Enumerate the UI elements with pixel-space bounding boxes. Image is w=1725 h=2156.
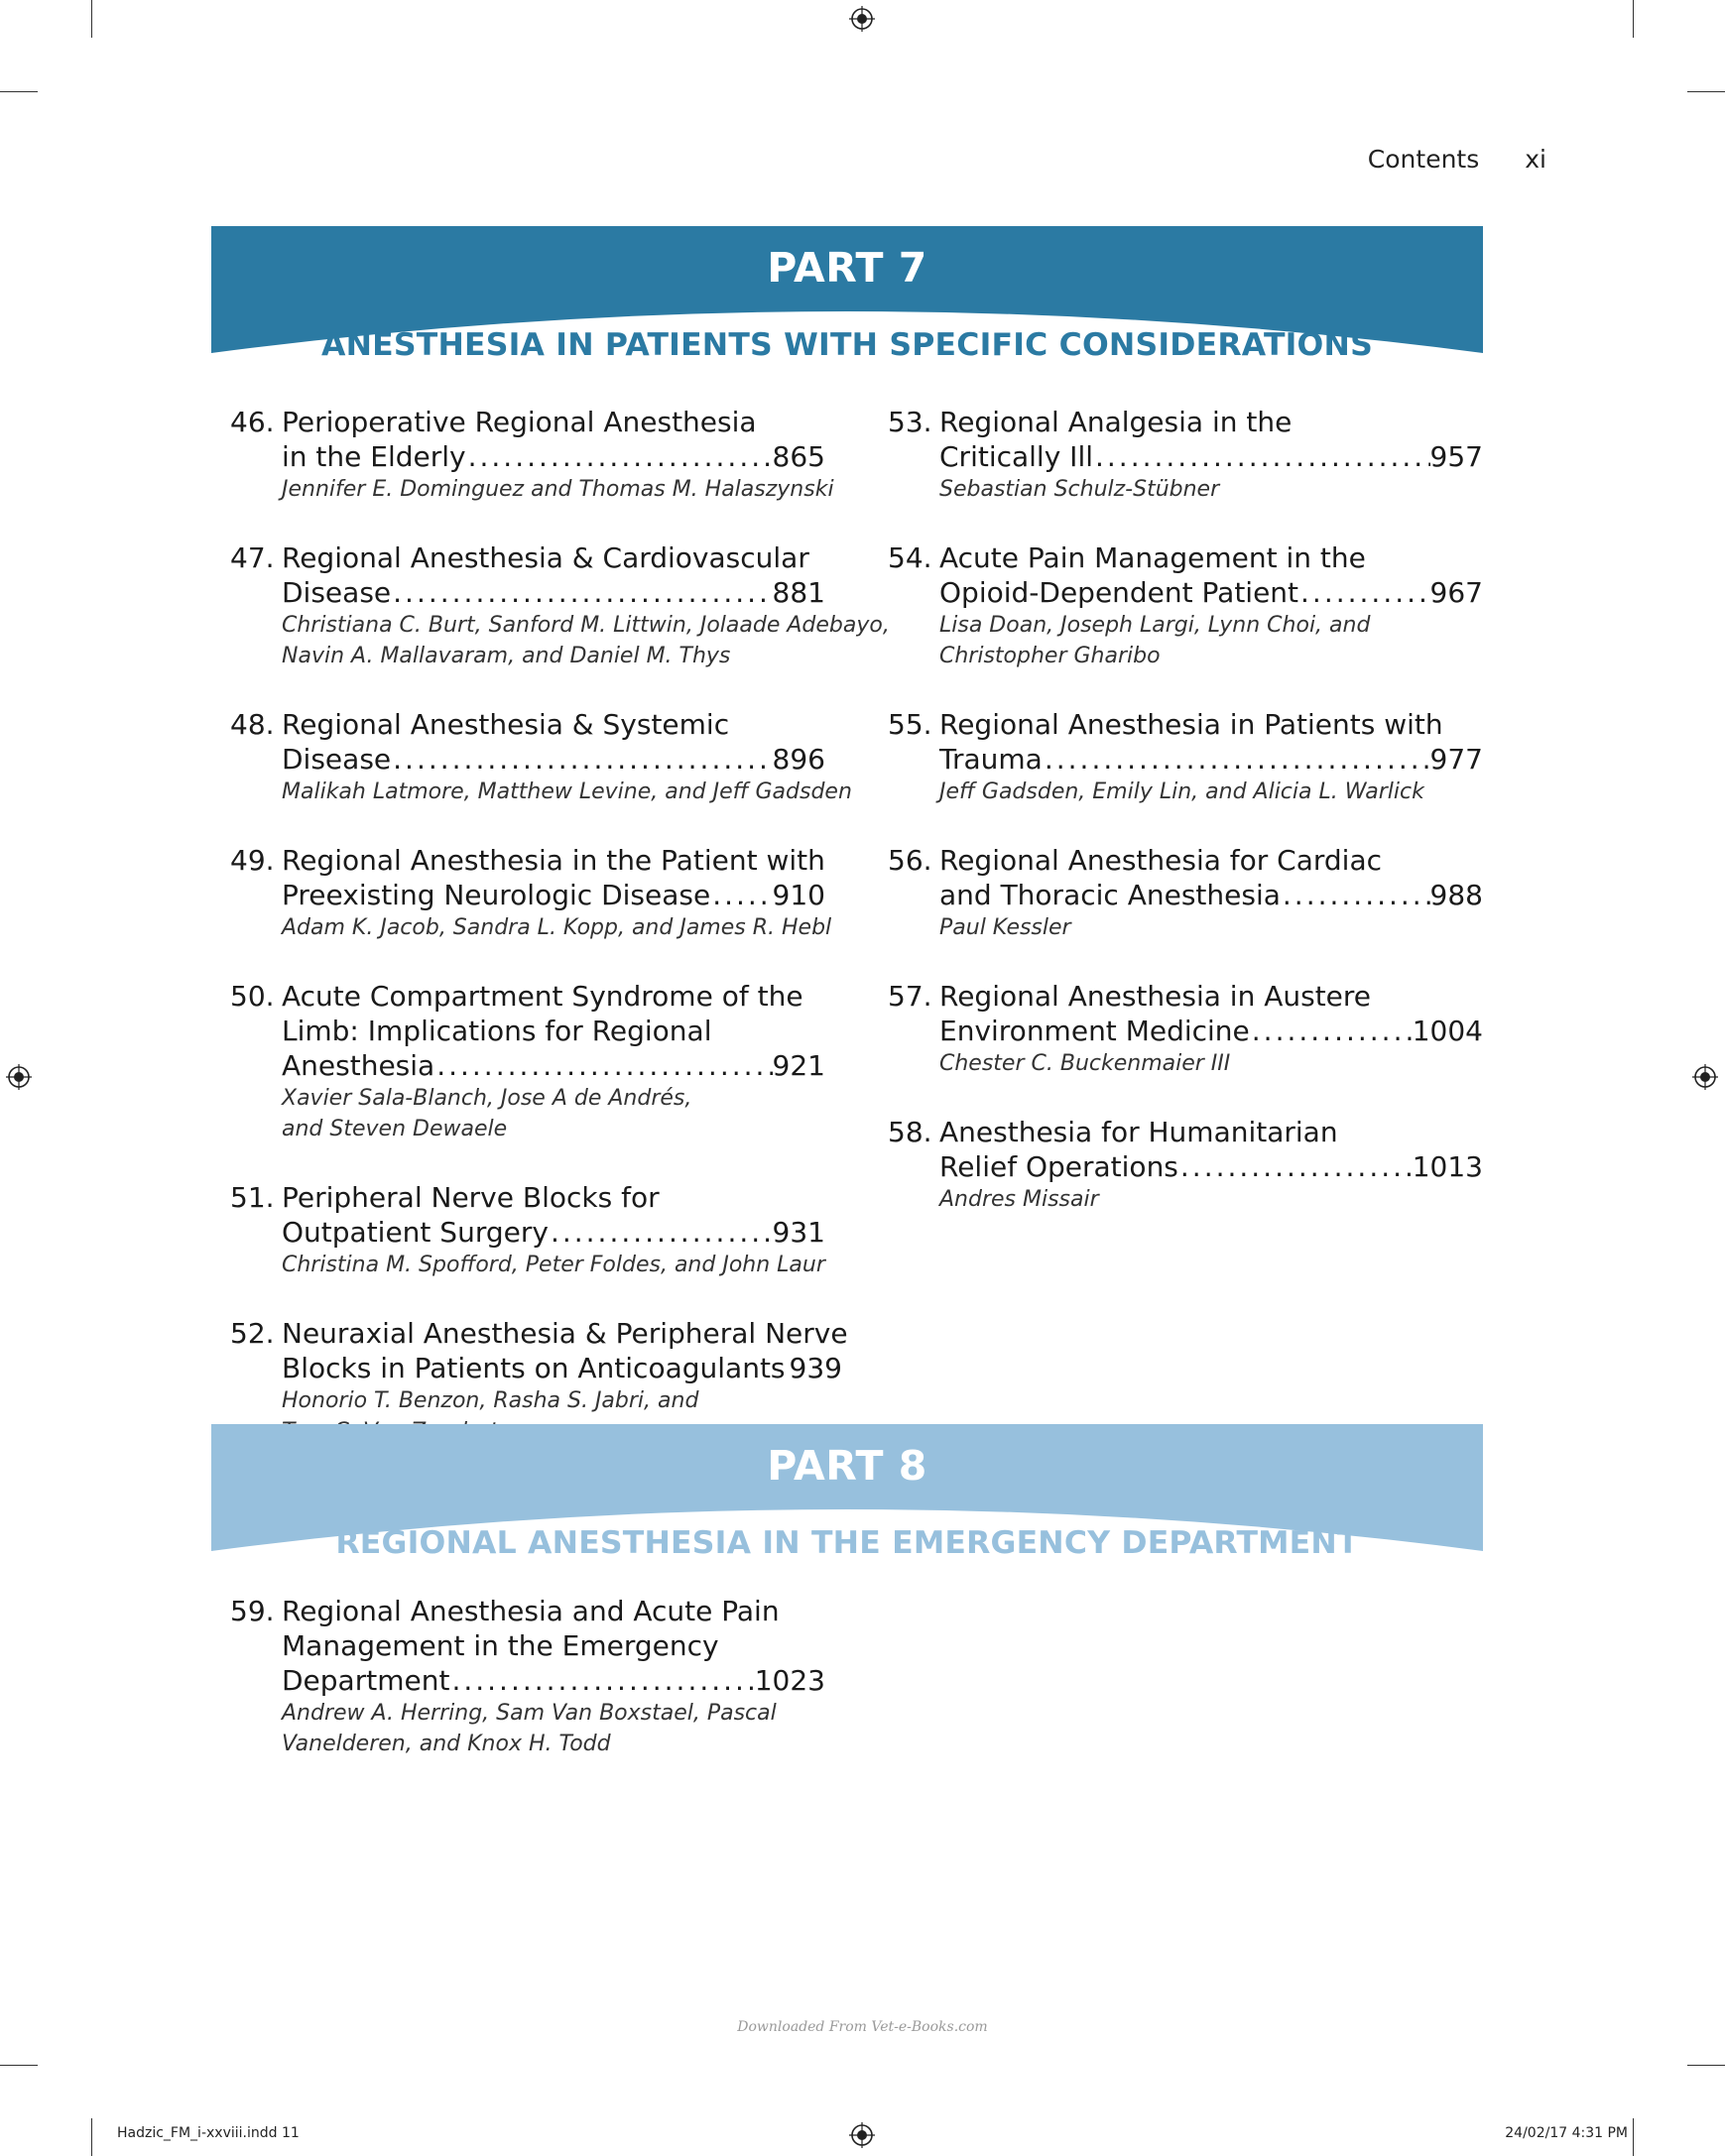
chapter-title-line: Preexisting Neurologic Disease: [282, 879, 711, 911]
page-number: 931: [772, 1216, 825, 1249]
chapter-authors: Sebastian Schulz-Stübner: [939, 477, 1220, 502]
chapter-title-line: Regional Anesthesia & Cardiovascular: [282, 541, 809, 574]
chapter-authors: Chester C. Buckenmaier III: [939, 1051, 1231, 1076]
chapter-title-line: Regional Analgesia in the: [939, 406, 1293, 438]
toc-entry[interactable]: [230, 979, 825, 1144]
chapter-title-line: Perioperative Regional Anesthesia: [282, 406, 757, 438]
chapter-number: 46.: [230, 406, 275, 438]
part-subtitle: ANESTHESIA IN PATIENTS WITH SPECIFIC CONSIDERATIONS: [321, 327, 1373, 363]
page-number: 865: [772, 440, 825, 473]
dot-leader: [434, 1048, 772, 1083]
crop-mark: [91, 0, 92, 38]
chapter-title-line: Regional Anesthesia in Patients with: [939, 708, 1443, 741]
entry-body: [939, 540, 1483, 671]
toc-entry[interactable]: [230, 405, 834, 505]
chapter-number: 55.: [888, 708, 932, 741]
chapter-authors: Jennifer E. Dominguez and Thomas M. Halaszynski: [282, 477, 834, 502]
chapter-title-line: Neuraxial Anesthesia & Peripheral Nerve: [282, 1317, 848, 1350]
chapter-authors: Navin A. Mallavaram, and Daniel M. Thys: [282, 644, 731, 668]
dot-leader: [1043, 742, 1430, 777]
date-slug: 24/02/17 4:31 PM: [1505, 2125, 1628, 2141]
toc-column-part8: [230, 1594, 825, 1795]
chapter-title-last-line: [282, 1048, 825, 1083]
chapter-title-line: Management in the Emergency: [282, 1629, 719, 1662]
chapter-title-last-line: [939, 439, 1483, 474]
chapter-authors: Andres Missair: [939, 1187, 1099, 1212]
chapter-title-line: and Thoracic Anesthesia: [939, 879, 1281, 911]
chapter-title-line: Acute Compartment Syndrome of the: [282, 980, 803, 1013]
dot-leader: [466, 439, 773, 474]
chapter-title-line: Anesthesia: [282, 1049, 435, 1082]
entry-body: [939, 1115, 1483, 1215]
registration-mark-icon: [1692, 1064, 1718, 1090]
chapter-title-last-line: [282, 439, 825, 474]
chapter-authors: Christina M. Spofford, Peter Foldes, and John Laur: [282, 1253, 825, 1277]
chapter-title-line: Peripheral Nerve Blocks for: [282, 1181, 660, 1214]
crop-mark: [91, 2118, 92, 2156]
chapter-title-last-line: [939, 1149, 1483, 1184]
chapter-title-line: Regional Anesthesia in Austere: [939, 980, 1372, 1013]
chapter-number: 53.: [888, 406, 932, 438]
toc-entry[interactable]: [888, 979, 1483, 1079]
crop-mark: [0, 91, 38, 92]
chapter-title-last-line: [282, 1215, 825, 1250]
page-numeral: xi: [1525, 145, 1546, 174]
part-label: PART 8: [767, 1442, 927, 1490]
chapter-number: 50.: [230, 980, 275, 1013]
chapter-title-line: Trauma: [939, 743, 1043, 776]
chapter-number: 48.: [230, 708, 275, 741]
chapter-title-line: Outpatient Surgery: [282, 1216, 549, 1249]
page-number: 1023: [754, 1664, 825, 1697]
chapter-authors: Adam K. Jacob, Sandra L. Kopp, and James R. Hebl: [282, 915, 832, 940]
chapter-title-line: Opioid-Dependent Patient: [939, 576, 1299, 609]
chapter-authors: Jeff Gadsden, Emily Lin, and Alicia L. Warlick: [939, 779, 1424, 804]
toc-entry[interactable]: [230, 707, 852, 807]
chapter-title-line: Anesthesia for Humanitarian: [939, 1116, 1338, 1148]
header-section: Contents: [1367, 145, 1480, 174]
toc-entry[interactable]: [888, 540, 1483, 671]
chapter-authors: Andrew A. Herring, Sam Van Boxstael, Pascal: [282, 1701, 777, 1726]
chapter-title-last-line: [282, 878, 825, 912]
toc-entry[interactable]: [888, 707, 1483, 807]
dot-leader: [710, 878, 772, 912]
entry-body: [939, 843, 1483, 943]
page-number: 881: [772, 576, 825, 609]
page-number: 1013: [1412, 1150, 1483, 1183]
page-number: 1004: [1412, 1015, 1483, 1047]
chapter-title-line: Regional Anesthesia for Cardiac: [939, 844, 1383, 877]
chapter-title-last-line: [939, 742, 1483, 777]
entry-body: [939, 979, 1483, 1079]
chapter-authors: Xavier Sala-Blanch, Jose A de Andrés,: [282, 1086, 692, 1111]
chapter-title-line: Regional Anesthesia in the Patient with: [282, 844, 825, 877]
toc-entry[interactable]: [230, 843, 832, 943]
chapter-authors: Christopher Gharibo: [939, 644, 1161, 668]
chapter-number: 56.: [888, 844, 932, 877]
chapter-number: 49.: [230, 844, 275, 877]
dot-leader: [449, 1663, 754, 1698]
chapter-title-line: in the Elderly: [282, 440, 466, 473]
page-number: 939: [789, 1352, 842, 1384]
page-number: 910: [772, 879, 825, 911]
chapter-title-last-line: [282, 1351, 842, 1385]
chapter-title-line: Blocks in Patients on Anticoagulants: [282, 1352, 786, 1384]
entry-body: [282, 843, 832, 943]
chapter-title-last-line: [939, 878, 1483, 912]
crop-mark: [1633, 2118, 1634, 2156]
crop-mark: [1687, 91, 1725, 92]
chapter-number: 59.: [230, 1595, 275, 1627]
chapter-number: 57.: [888, 980, 932, 1013]
chapter-title-line: Acute Pain Management in the: [939, 541, 1366, 574]
chapter-title-last-line: [282, 742, 825, 777]
entry-body: [282, 540, 890, 671]
chapter-title-last-line: [939, 575, 1483, 610]
dot-leader: [1093, 439, 1430, 474]
page-number: 967: [1429, 576, 1483, 609]
chapter-authors: Lisa Doan, Joseph Largi, Lynn Choi, and: [939, 613, 1371, 638]
chapter-authors: and Steven Dewaele: [282, 1117, 508, 1141]
registration-mark-icon: [6, 1064, 32, 1090]
dot-leader: [1178, 1149, 1413, 1184]
part-label: PART 7: [767, 244, 927, 292]
entry-body: [939, 405, 1483, 505]
chapter-title-line: Disease: [282, 743, 392, 776]
watermark-text: Downloaded From Vet-e-Books.com: [737, 2019, 988, 2035]
crop-mark: [0, 2065, 38, 2066]
page-number: 977: [1429, 743, 1483, 776]
running-header: [1368, 145, 1546, 174]
toc-entry[interactable]: [230, 1180, 825, 1280]
dot-leader: [549, 1215, 773, 1250]
page-number: 988: [1429, 879, 1483, 911]
toc-entry[interactable]: [888, 843, 1483, 943]
chapter-title-line: Limb: Implications for Regional: [282, 1015, 712, 1047]
chapter-authors: Malikah Latmore, Matthew Levine, and Jeff Gadsden: [282, 779, 852, 804]
page-number: 957: [1429, 440, 1483, 473]
toc-entry[interactable]: [888, 1115, 1483, 1215]
entry-body: [282, 1594, 825, 1759]
chapter-title-line: Disease: [282, 576, 392, 609]
chapter-title-line: Critically Ill: [939, 440, 1093, 473]
chapter-number: 54.: [888, 541, 932, 574]
entry-body: [282, 1180, 825, 1280]
chapter-title-line: Environment Medicine: [939, 1015, 1250, 1047]
toc-entry[interactable]: [888, 405, 1483, 505]
registration-mark-icon: [849, 2122, 875, 2148]
part-subtitle: REGIONAL ANESTHESIA IN THE EMERGENCY DEPARTMENT: [335, 1525, 1359, 1561]
chapter-title-last-line: [282, 575, 825, 610]
toc-column-right: [888, 405, 1483, 1251]
entry-body: [939, 707, 1483, 807]
toc-entry[interactable]: [230, 540, 890, 671]
dot-leader: [391, 742, 772, 777]
entry-body: [282, 405, 834, 505]
crop-mark: [1633, 0, 1634, 38]
entry-body: [282, 979, 825, 1144]
dot-leader: [1250, 1014, 1413, 1048]
page-number: 896: [772, 743, 825, 776]
chapter-title-line: Regional Anesthesia and Acute Pain: [282, 1595, 780, 1627]
dot-leader: [1298, 575, 1430, 610]
chapter-title-last-line: [282, 1663, 825, 1698]
registration-mark-icon: [849, 6, 875, 32]
chapter-title-line: Regional Anesthesia & Systemic: [282, 708, 730, 741]
chapter-number: 52.: [230, 1317, 275, 1350]
chapter-title-line: Department: [282, 1664, 450, 1697]
dot-leader: [391, 575, 772, 610]
chapter-number: 47.: [230, 541, 275, 574]
toc-entry[interactable]: [230, 1594, 825, 1759]
chapter-authors: Honorio T. Benzon, Rasha S. Jabri, and: [282, 1388, 699, 1413]
chapter-authors: Christiana C. Burt, Sanford M. Littwin, Jolaade Adebayo,: [282, 613, 890, 638]
chapter-title-line: Relief Operations: [939, 1150, 1178, 1183]
chapter-number: 58.: [888, 1116, 932, 1148]
crop-mark: [1687, 2065, 1725, 2066]
chapter-title-last-line: [939, 1014, 1483, 1048]
chapter-authors: Vanelderen, and Knox H. Todd: [282, 1732, 611, 1756]
file-slug: Hadzic_FM_i-xxviii.indd 11: [117, 2125, 300, 2141]
entry-body: [282, 707, 852, 807]
dot-leader: [1281, 878, 1430, 912]
chapter-number: 51.: [230, 1181, 275, 1214]
page-number: 921: [772, 1049, 825, 1082]
chapter-authors: Paul Kessler: [939, 915, 1071, 940]
